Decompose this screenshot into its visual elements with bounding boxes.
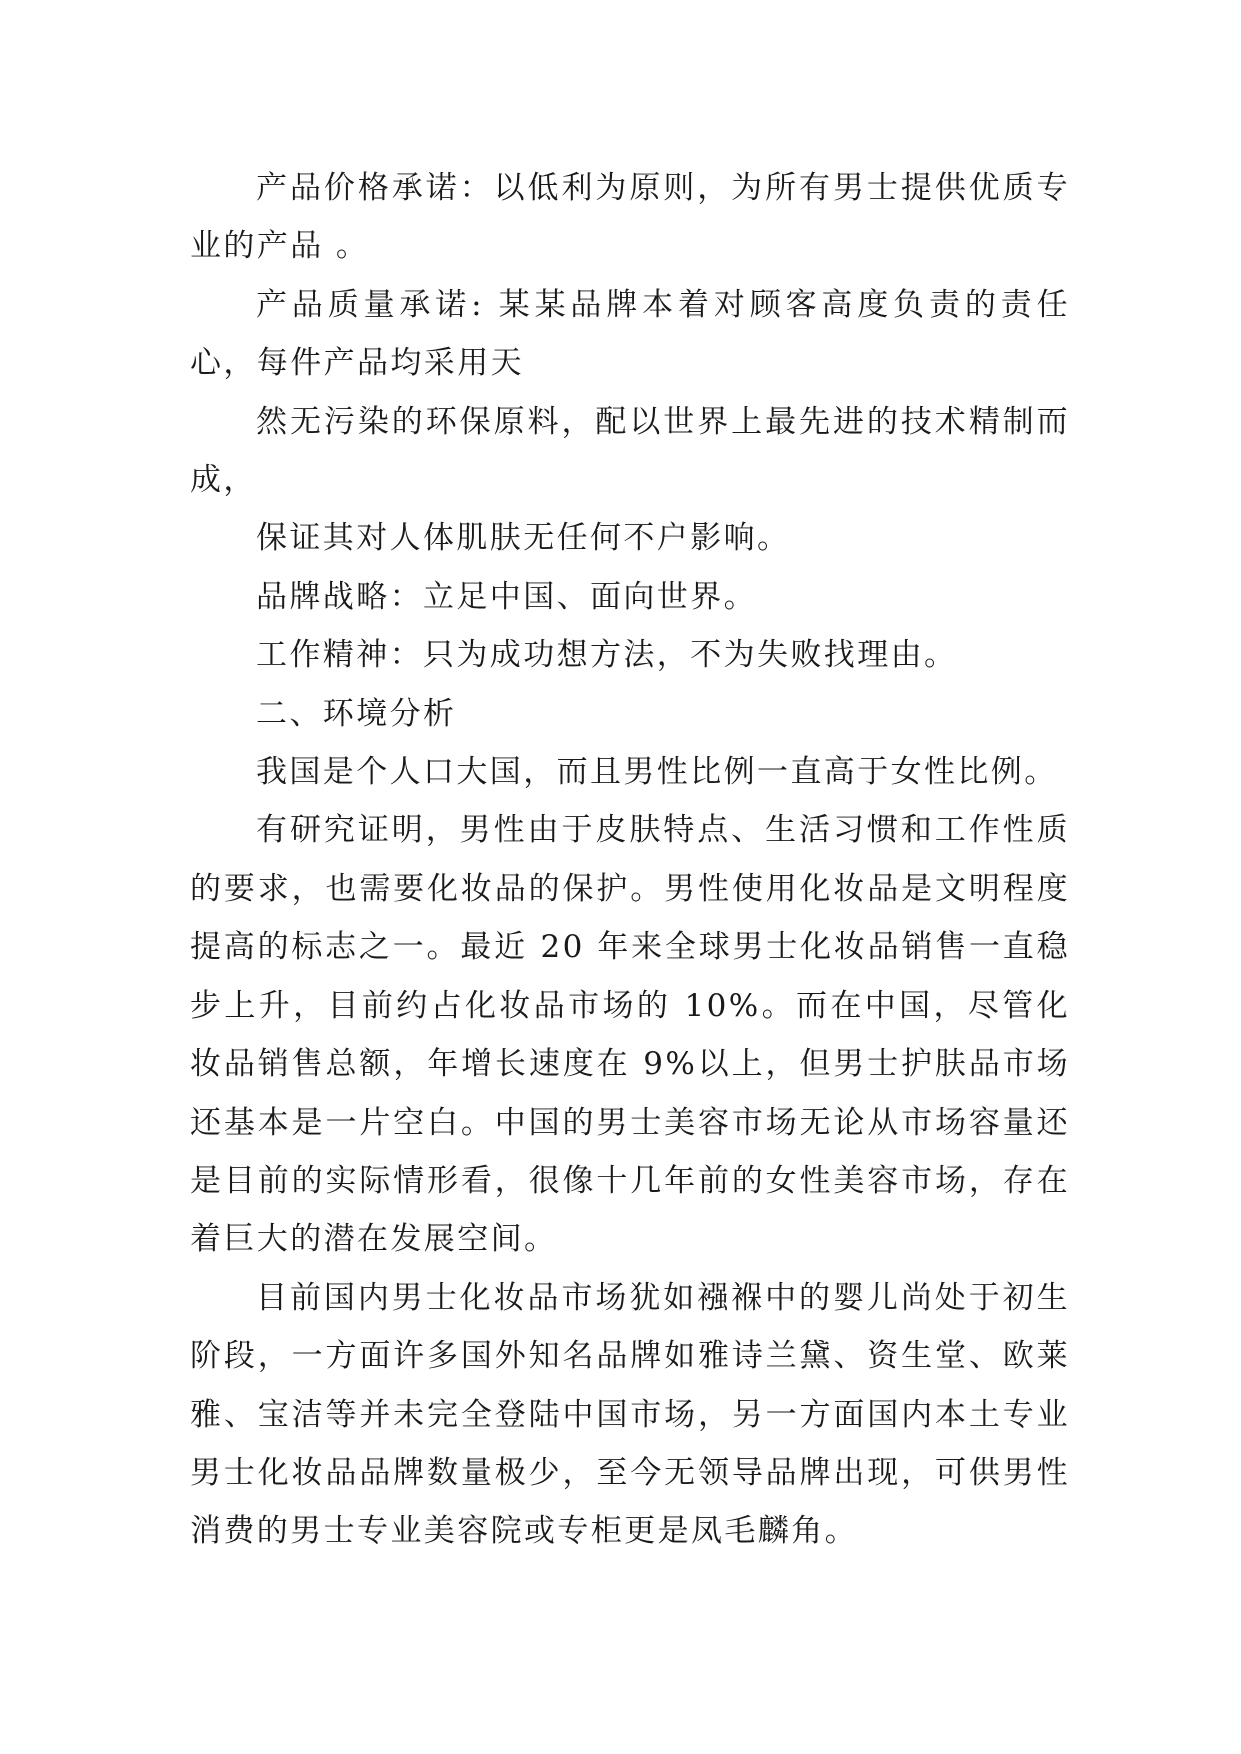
paragraph-population: 我国是个人口大国，而且男性比例一直高于女性比例。 [256, 754, 1058, 791]
paragraph-research: 有研究证明，男性由于皮肤特点、生活习惯和工作性质的要求，也需要化妆品的保护。男性使用化妆品是文明程度提高的标志之一。最近 20 年来全球男士化妆品销售一直稳步上升，目前约占化妆品市场的 10%。而在中国，尽管化妆品销售总额，年增长速度在 9%以上，但男士护肤品市场还基本是一片空白。中国的男士美容市场无论从市场容量还是目前的实际情形看，很像十几年前的女性美容市场，存在着巨大的潜在发展空间。 [190, 812, 1070, 1258]
paragraph-price-promise: 产品价格承诺：以低利为原则，为所有男士提供优质专业的产品 。 [190, 170, 1070, 265]
paragraph-work-spirit: 工作精神：只为成功想方法，不为失败找理由。 [256, 637, 958, 674]
paragraph-skin-safety: 保证其对人体肌肤无任何不户影响。 [256, 520, 791, 557]
paragraph-materials: 然无污染的环保原料，配以世界上最先进的技术精制而成， [190, 403, 1070, 499]
paragraph-quality-promise: 产品质量承诺: 某某品牌本着对顾客高度负责的责任心，每件产品均采用天 [190, 286, 1070, 382]
paragraph-domestic-market: 目前国内男士化妆品市场犹如襁褓中的婴儿尚处于初生阶段，一方面许多国外知名品牌如雅诗兰黛、资生堂、欧莱雅、宝洁等并未完全登陆中国市场，另一方面国内本土专业男士化妆品品牌数量极少，至今无领导品牌出现，可供男性消费的男士专业美容院或专柜更是凤毛麟角。 [190, 1279, 1070, 1550]
paragraph-brand-strategy: 品牌战略：立足中国、面向世界。 [256, 578, 757, 615]
section-heading-environment-analysis: 二、环境分析 [256, 695, 457, 732]
document-body [190, 159, 1070, 1561]
